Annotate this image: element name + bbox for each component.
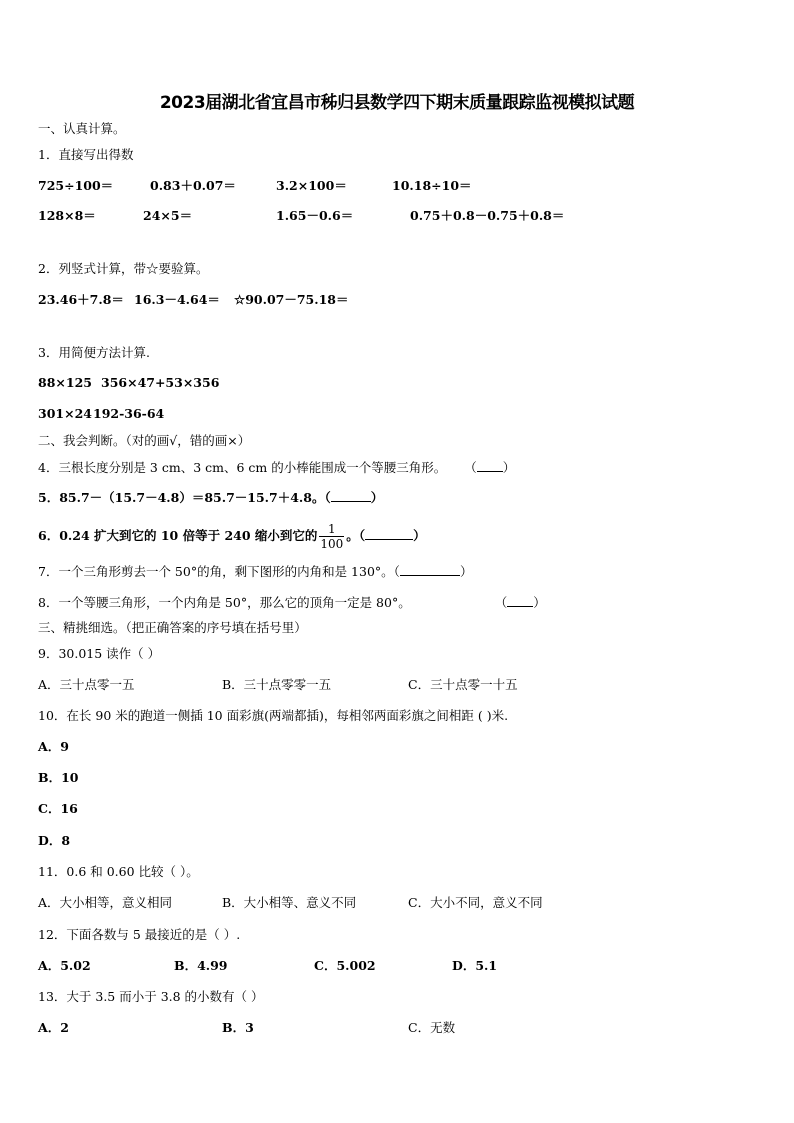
q3-item: 192-36-64 [93, 406, 165, 421]
section-3-heading: 三、精挑细选。（把正确答案的序号填在括号里） [38, 620, 307, 635]
q1-item: 0.75＋0.8－0.75＋0.8＝ [410, 208, 565, 223]
question-8: 8．一个等腰三角形，一个内角是 50°，那么它的顶角一定是 80°。 （ ） [38, 595, 546, 610]
answer-blank[interactable] [507, 594, 533, 607]
option[interactable]: A．5.02 [38, 958, 91, 973]
section-2-heading: 二、我会判断。（对的画√，错的画×） [38, 433, 251, 448]
q1-item: 725÷100＝ [38, 178, 114, 193]
q1-item: 0.83＋0.07＝ [150, 178, 236, 193]
question-5: 5．85.7－（15.7－4.8）＝85.7－15.7＋4.8。（ ） [38, 490, 384, 505]
option[interactable]: B．4.99 [174, 958, 228, 973]
page-title: 2023届湖北省宜昌市秭归县数学四下期末质量跟踪监视模拟试题 [159, 93, 635, 113]
answer-blank[interactable] [400, 563, 460, 576]
q2-item: ☆90.07－75.18＝ [234, 292, 349, 307]
question-9-stem: 9．30.015 读作（ ） [38, 646, 161, 661]
option[interactable]: A．大小相等，意义相同 [38, 895, 173, 910]
option[interactable]: C．无数 [408, 1020, 456, 1035]
question-1-label: 1．直接写出得数 [38, 147, 134, 162]
option[interactable]: D．8 [38, 833, 71, 848]
option[interactable]: A．2 [38, 1020, 69, 1035]
question-6: 6．0.24 扩大到它的 10 倍等于 240 缩小到它的 $\frac{1}{100}$ 。（ ） [38, 522, 426, 551]
question-10-stem: 10．在长 90 米的跑道一侧插 10 面彩旗(两端都插)，每相邻两面彩旗之间相距 ( )米. [38, 708, 509, 723]
answer-blank[interactable] [365, 527, 413, 540]
answer-blank[interactable] [331, 489, 371, 502]
answer-blank[interactable] [477, 459, 503, 472]
option[interactable]: D．5.1 [452, 958, 498, 973]
q1-item: 128×8＝ [38, 208, 96, 223]
question-3-label: 3．用简便方法计算. [38, 345, 150, 360]
question-13-stem: 13．大于 3.5 而小于 3.8 的小数有（ ） [38, 989, 264, 1004]
option[interactable]: C．大小不同，意义不同 [408, 895, 543, 910]
q3-item: 301×24 [38, 406, 92, 421]
fraction: $\frac{1}{100}$ [320, 522, 344, 551]
q3-item: 88×125 [38, 375, 92, 390]
q2-item: 23.46＋7.8＝ [38, 292, 124, 307]
option[interactable]: B．10 [38, 770, 79, 785]
question-7: 7．一个三角形剪去一个 50°的角，剩下图形的内角和是 130°。（ ） [38, 564, 473, 579]
question-12-stem: 12．下面各数与 5 最接近的是（ ）. [38, 927, 241, 942]
q1-item: 24×5＝ [143, 208, 193, 223]
question-11-stem: 11．0.6 和 0.60 比较（ ）。 [38, 864, 199, 879]
option[interactable]: A．9 [38, 739, 69, 754]
option[interactable]: A．三十点零一五 [38, 677, 135, 692]
option[interactable]: C．5.002 [314, 958, 376, 973]
option[interactable]: C．16 [38, 801, 78, 816]
section-1-heading: 一、认真计算。 [38, 121, 126, 136]
q1-item: 3.2×100＝ [276, 178, 347, 193]
question-4: 4．三根长度分别是 3 cm、3 cm、6 cm 的小棒能围成一个等腰三角形。 （ ） [38, 460, 516, 475]
q1-item: 10.18÷10＝ [392, 178, 472, 193]
q1-item: 1.65－0.6＝ [276, 208, 354, 223]
option[interactable]: B．3 [222, 1020, 254, 1035]
option[interactable]: B．大小相等、意义不同 [222, 895, 357, 910]
q2-item: 16.3－4.64＝ [134, 292, 220, 307]
option[interactable]: B．三十点零零一五 [222, 677, 332, 692]
q3-item: 356×47+53×356 [101, 375, 220, 390]
option[interactable]: C．三十点零一十五 [408, 677, 518, 692]
question-2-label: 2．列竖式计算，带☆要验算。 [38, 261, 209, 276]
